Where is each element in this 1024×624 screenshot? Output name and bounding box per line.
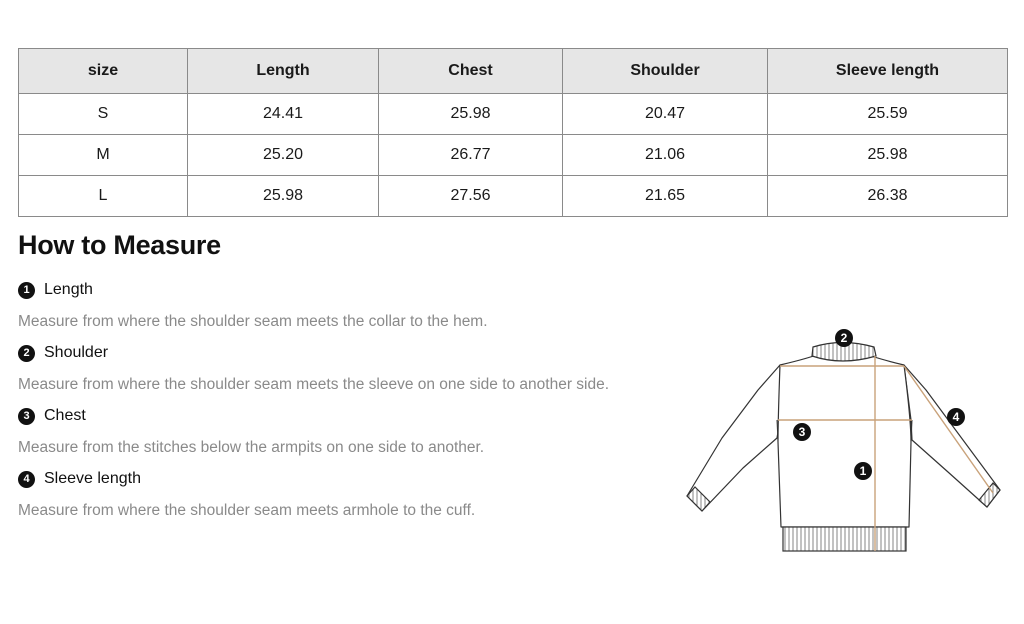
step-chest-title bbox=[18, 407, 86, 425]
svg-text:2: 2 bbox=[840, 331, 848, 345]
table-cell: S bbox=[19, 94, 188, 135]
table-header-row bbox=[19, 49, 1008, 94]
step-length-title bbox=[18, 281, 93, 299]
table-row bbox=[19, 94, 1008, 135]
svg-text:1: 1 bbox=[859, 464, 867, 478]
sweater-measurement-diagram bbox=[680, 320, 1010, 560]
table-cell: 21.06 bbox=[563, 135, 768, 176]
marker-4-icon bbox=[947, 408, 965, 426]
step-title-label: Length bbox=[44, 281, 93, 298]
number-1-icon: 1 bbox=[18, 282, 35, 299]
size-table bbox=[18, 48, 1008, 217]
svg-text:3: 3 bbox=[798, 425, 806, 439]
how-to-measure-title: How to Measure bbox=[18, 230, 221, 260]
header-sleeve-length: Sleeve length bbox=[768, 49, 1008, 94]
table-cell: 24.41 bbox=[188, 94, 379, 135]
header-size: size bbox=[19, 49, 188, 94]
svg-text:4: 4 bbox=[952, 410, 960, 424]
table-cell: 26.77 bbox=[379, 135, 563, 176]
marker-1-icon bbox=[854, 462, 872, 480]
table-cell: 21.65 bbox=[563, 176, 768, 217]
step-sleeve-length-title bbox=[18, 470, 141, 488]
table-cell: 25.59 bbox=[768, 94, 1008, 135]
step-title-label: Shoulder bbox=[44, 344, 109, 361]
step-chest-description: Measure from the stitches below the armpits on one side to another. bbox=[18, 439, 485, 456]
sweater-icon bbox=[680, 320, 1010, 560]
step-sleeve-length-description: Measure from where the shoulder seam meets armhole to the cuff. bbox=[18, 502, 476, 519]
table-cell: L bbox=[19, 176, 188, 217]
table-cell: 25.98 bbox=[188, 176, 379, 217]
header-shoulder: Shoulder bbox=[563, 49, 768, 94]
marker-3-icon bbox=[793, 423, 811, 441]
step-shoulder-title bbox=[18, 344, 108, 362]
table-cell: M bbox=[19, 135, 188, 176]
step-title-label: Chest bbox=[44, 407, 86, 424]
step-title-label: Sleeve length bbox=[44, 470, 141, 487]
marker-2-icon bbox=[835, 329, 853, 347]
step-shoulder-description: Measure from where the shoulder seam meets the sleeve on one side to another side. bbox=[18, 376, 610, 393]
header-length: Length bbox=[188, 49, 379, 94]
table-row bbox=[19, 135, 1008, 176]
table-cell: 25.20 bbox=[188, 135, 379, 176]
header-chest: Chest bbox=[379, 49, 563, 94]
number-2-icon: 2 bbox=[18, 345, 35, 362]
table-row bbox=[19, 176, 1008, 217]
table-cell: 26.38 bbox=[768, 176, 1008, 217]
table-cell: 27.56 bbox=[379, 176, 563, 217]
table-cell: 25.98 bbox=[768, 135, 1008, 176]
table-cell: 25.98 bbox=[379, 94, 563, 135]
table-cell: 20.47 bbox=[563, 94, 768, 135]
number-4-icon: 4 bbox=[18, 471, 35, 488]
step-length-description: Measure from where the shoulder seam meets the collar to the hem. bbox=[18, 313, 488, 330]
number-3-icon: 3 bbox=[18, 408, 35, 425]
